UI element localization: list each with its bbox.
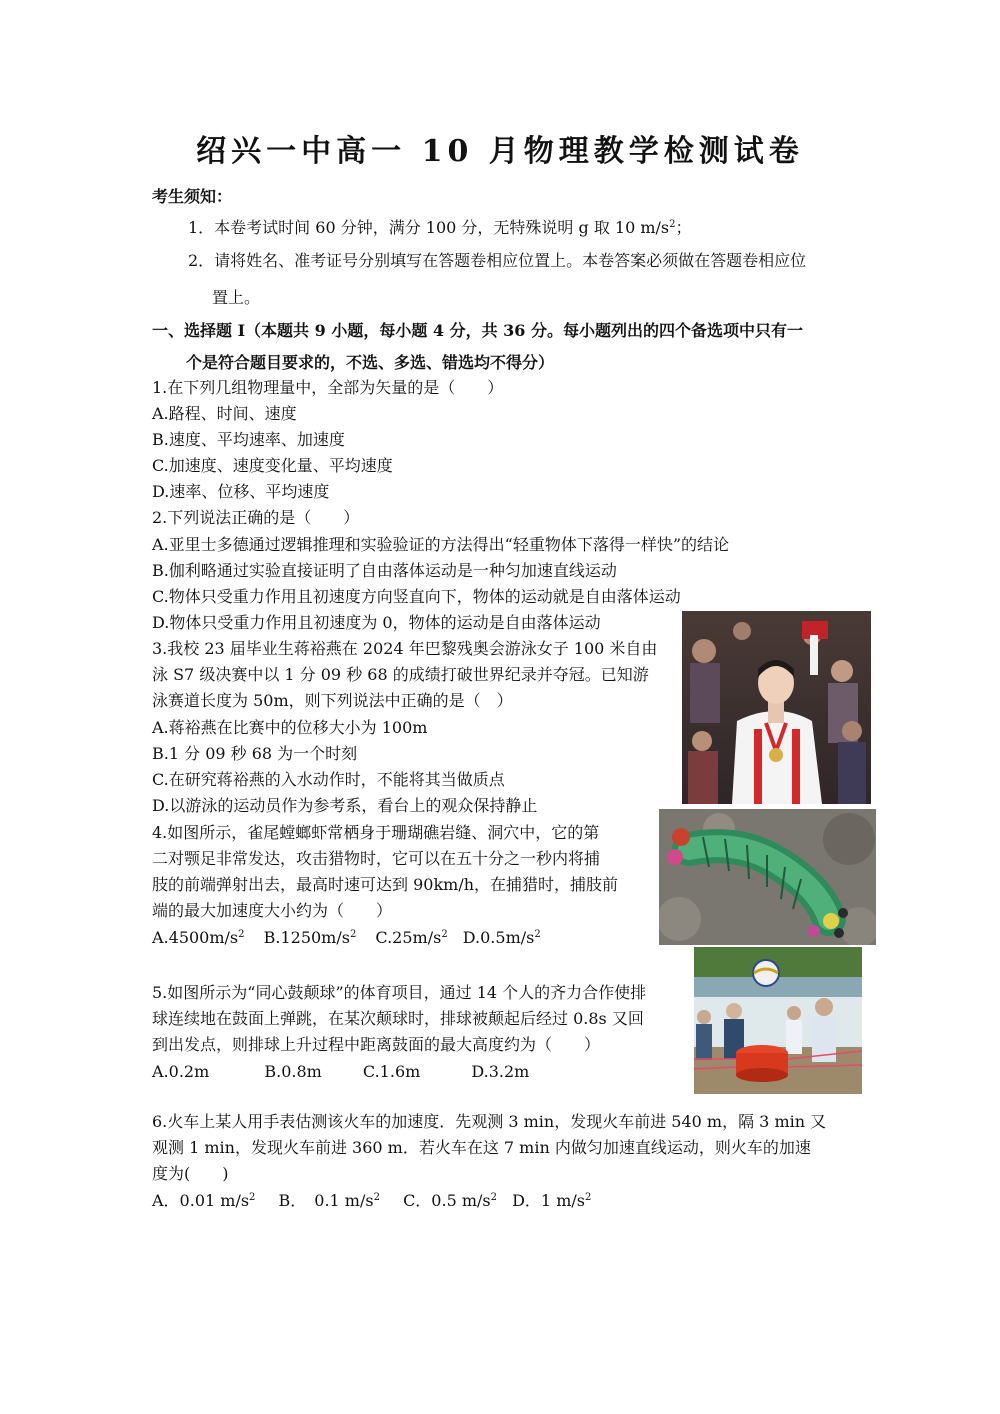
q6-option-a <box>152 1191 255 1210</box>
q5-stem-line1: 5.如图所示为“同心鼓颠球”的体育项目，通过 14 个人的齐力合作使排 <box>152 983 647 1002</box>
q1-option-c: C.加速度、速度变化量、平均速度 <box>152 456 393 475</box>
q5-stem-line2: 球连续地在鼓面上弹跳，在某次颠球时，排球被颠起后经过 0.8s 又回 <box>152 1009 644 1028</box>
q4-option-c <box>375 928 447 947</box>
q4-stem-line1: 4.如图所示，雀尾螳螂虾常栖身于珊瑚礁岩缝、洞穴中，它的第 <box>152 823 600 842</box>
q3-stem-line3: 泳赛道长度为 50m，则下列说法中正确的是（ ） <box>152 691 513 710</box>
q4-option-b-sup: 2 <box>349 929 357 940</box>
q4-option-d-sup: 2 <box>534 929 541 940</box>
q6-option-d-sup: 2 <box>584 1192 592 1203</box>
mantis-shrimp-photo <box>659 809 876 945</box>
q5-option-d: D.3.2m <box>471 1062 530 1081</box>
q2-option-a: A.亚里士多德通过逻辑推理和实验验证的方法得出“轻重物体下落得一样快”的结论 <box>152 535 730 554</box>
q4-option-a <box>152 928 245 947</box>
q6-option-b-text: B． 0.1 m/s <box>278 1191 374 1210</box>
q3-stem-line1: 3.我校 23 届毕业生蒋裕燕在 2024 年巴黎残奥会游泳女子 100 米自由 <box>152 639 658 658</box>
q3-option-d: D.以游泳的运动员作为参考系，看台上的观众保持静止 <box>152 796 538 815</box>
q4-option-b <box>264 928 357 947</box>
q4-option-a-sup: 2 <box>238 929 245 940</box>
q6-option-d <box>512 1191 591 1210</box>
q4-option-a-text: A.4500m/s <box>152 928 239 947</box>
q3-option-b: B.1 分 09 秒 68 为一个时刻 <box>152 744 358 763</box>
q2-option-d: D.物体只受重力作用且初速度为 0，物体的运动是自由落体运动 <box>152 613 601 632</box>
q4-options <box>152 927 541 949</box>
q6-option-b <box>279 1191 380 1210</box>
q2-option-c: C.物体只受重力作用且初速度方向竖直向下，物体的运动就是自由落体运动 <box>152 587 681 606</box>
q3-option-a: A.蒋裕燕在比赛中的位移大小为 100m <box>152 718 428 737</box>
q6-option-b-sup: 2 <box>373 1192 380 1203</box>
q4-option-d <box>463 928 541 947</box>
q6-stem-line2: 观测 1 min，发现火车前进 360 m．若火车在这 7 min 内做匀加速直线运动，则火车的加速 <box>152 1138 811 1157</box>
q6-option-a-sup: 2 <box>249 1192 256 1203</box>
q6-option-a-text: A．0.01 m/s <box>152 1191 250 1210</box>
q4-option-c-sup: 2 <box>441 929 448 940</box>
q5-option-c: C.1.6m <box>362 1062 421 1081</box>
exam-title: 绍兴一中高一 10 月物理教学检测试卷 <box>196 134 804 169</box>
section1-heading: 一、选择题 I（本题共 9 小题，每小题 4 分，共 36 分。每小题列出的四个备选项中只有一 <box>152 321 804 340</box>
q3-option-c: C.在研究蒋裕燕的入水动作时，不能将其当做质点 <box>152 770 505 789</box>
q4-stem-line4: 端的最大加速度大小约为（ ） <box>152 901 393 920</box>
q6-option-c-sup: 2 <box>490 1192 497 1203</box>
q4-stem-line3: 肢的前端弹射出去，最高时速可达到 90km/h，在捕猎时，捕肢前 <box>152 875 619 894</box>
q1-option-a: A.路程、时间、速度 <box>152 404 297 423</box>
q1-stem: 1.在下列几组物理量中，全部为矢量的是（ ） <box>152 378 504 397</box>
q3-stem-line2: 泳 S7 级决赛中以 1 分 09 秒 68 的成绩打破世界纪录并夺冠。已知游 <box>152 665 649 684</box>
q6-stem-line1: 6.火车上某人用手表估测该火车的加速度．先观测 3 min，发现火车前进 540 m，隔 3 min 又 <box>152 1112 827 1131</box>
q4-stem-line2: 二对颚足非常发达，攻击猎物时，它可以在五十分之一秒内将捕 <box>152 849 601 868</box>
q5-option-a: A.0.2m <box>152 1062 210 1081</box>
notice-item-1-sup: 2 <box>669 219 676 230</box>
q4-option-b-text: B.1250m/s <box>263 928 350 947</box>
q2-option-b: B.伽利略通过实验直接证明了自由落体运动是一种匀加速直线运动 <box>152 561 617 580</box>
notice-item-2: 2．请将姓名、准考证号分别填写在答题卷相应位置上。本卷答案必须做在答题卷相应位 <box>188 251 807 270</box>
q5-option-b: B.0.8m <box>264 1062 322 1081</box>
notice-item-2-cont: 置上。 <box>212 288 261 307</box>
q5-stem-line3: 到出发点，则排球上升过程中距离鼓面的最大高度约为（ ） <box>152 1035 601 1054</box>
q6-stem-line3: 度为( ) <box>152 1164 229 1183</box>
swimmer-photo <box>682 611 871 804</box>
q1-option-d: D.速率、位移、平均速度 <box>152 482 330 501</box>
notice-heading: 考生须知： <box>152 187 233 206</box>
q4-option-d-text: D.0.5m/s <box>462 928 535 947</box>
q6-options <box>152 1190 591 1212</box>
notice-item-1-text: 1．本卷考试时间 60 分钟，满分 100 分，无特殊说明 g 取 10 m/s <box>188 218 670 237</box>
q6-option-d-text: D．1 m/s <box>512 1191 585 1210</box>
drum-volleyball-photo <box>694 947 862 1094</box>
notice-item-1 <box>188 212 692 244</box>
q2-stem: 2.下列说法正确的是（ ） <box>152 508 360 527</box>
q1-option-b: B.速度、平均速率、加速度 <box>152 430 345 449</box>
q5-options <box>152 1061 529 1083</box>
notice-item-1-end: ； <box>675 218 692 237</box>
q6-option-c-text: C．0.5 m/s <box>403 1191 491 1210</box>
q4-option-c-text: C.25m/s <box>375 928 442 947</box>
section1-heading-cont: 个是符合题目要求的，不选、多选、错选均不得分） <box>186 353 555 372</box>
q6-option-c <box>403 1191 497 1210</box>
